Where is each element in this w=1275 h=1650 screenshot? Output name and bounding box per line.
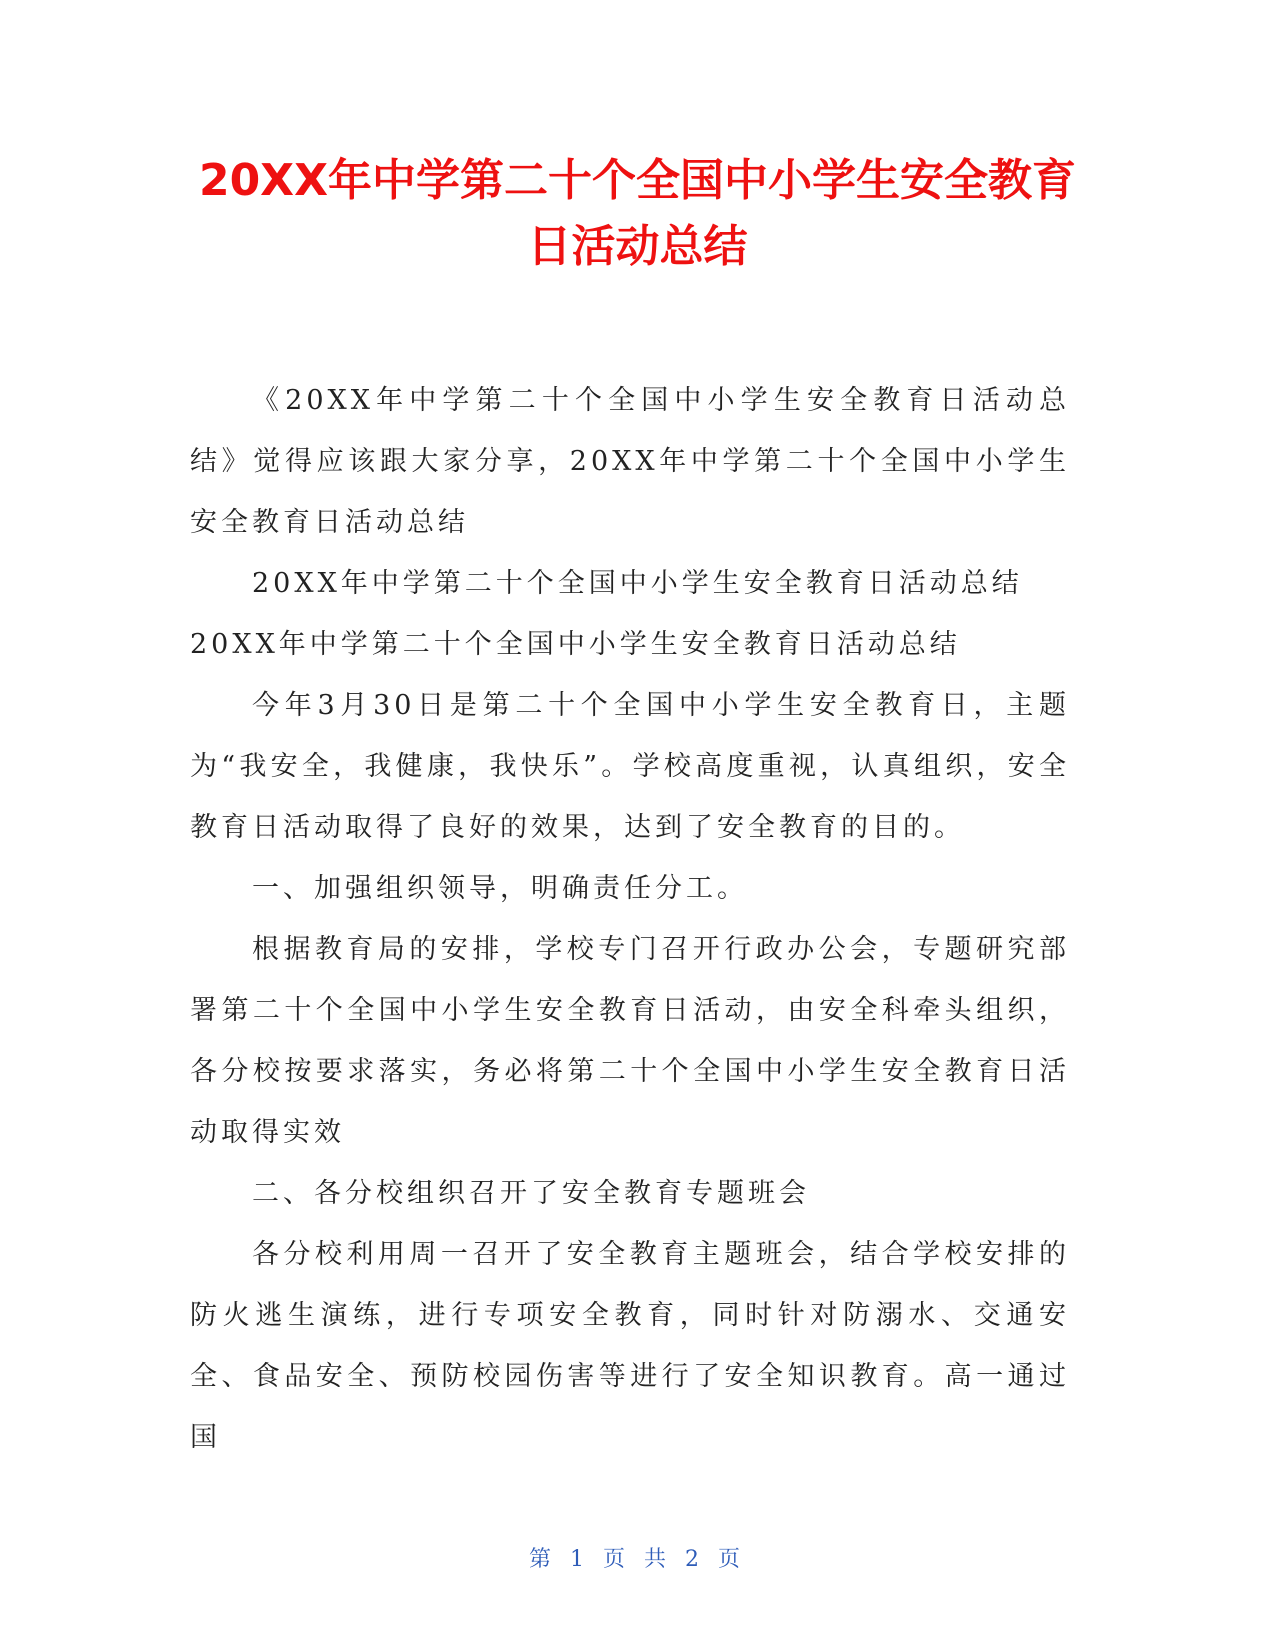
paragraph: 今年3月30日是第二十个全国中小学生安全教育日，主题为“我安全，我健康，我快乐”。学校高度重视，认真组织，安全教育日活动取得了良好的效果，达到了安全教育的目的。 (190, 690, 1070, 843)
paragraph: 20XX年中学第二十个全国中小学生安全教育日活动总结 (190, 629, 961, 660)
paragraph: 《20XX年中学第二十个全国中小学生安全教育日活动总结》觉得应该跟大家分享，20XX年中学第二十个全国中小学生安全教育日活动总结 (190, 385, 1070, 538)
section-heading: 二、各分校组织召开了安全教育专题班会 (252, 1178, 810, 1209)
title-line-1: 20XX年中学第二十个全国中小学生安全教育 (198, 155, 1077, 206)
document-body (190, 370, 1070, 1468)
title-line-2: 日活动总结 (527, 221, 748, 272)
page-title (150, 148, 1125, 280)
section-heading: 一、加强组织领导，明确责任分工。 (252, 873, 748, 904)
paragraph: 根据教育局的安排，学校专门召开行政办公会，专题研究部署第二十个全国中小学生安全教育日活动，由安全科牵头组织，各分校按要求落实，务必将第二十个全国中小学生安全教育日活动取得实效 (190, 934, 1070, 1148)
paragraph: 20XX年中学第二十个全国中小学生安全教育日活动总结 (252, 568, 1023, 599)
page-number-footer: 第 1 页 共 2 页 (529, 1547, 746, 1572)
paragraph: 各分校利用周一召开了安全教育主题班会，结合学校安排的防火逃生演练，进行专项安全教育，同时针对防溺水、交通安全、食品安全、预防校园伤害等进行了安全知识教育。高一通过国 (190, 1239, 1070, 1453)
